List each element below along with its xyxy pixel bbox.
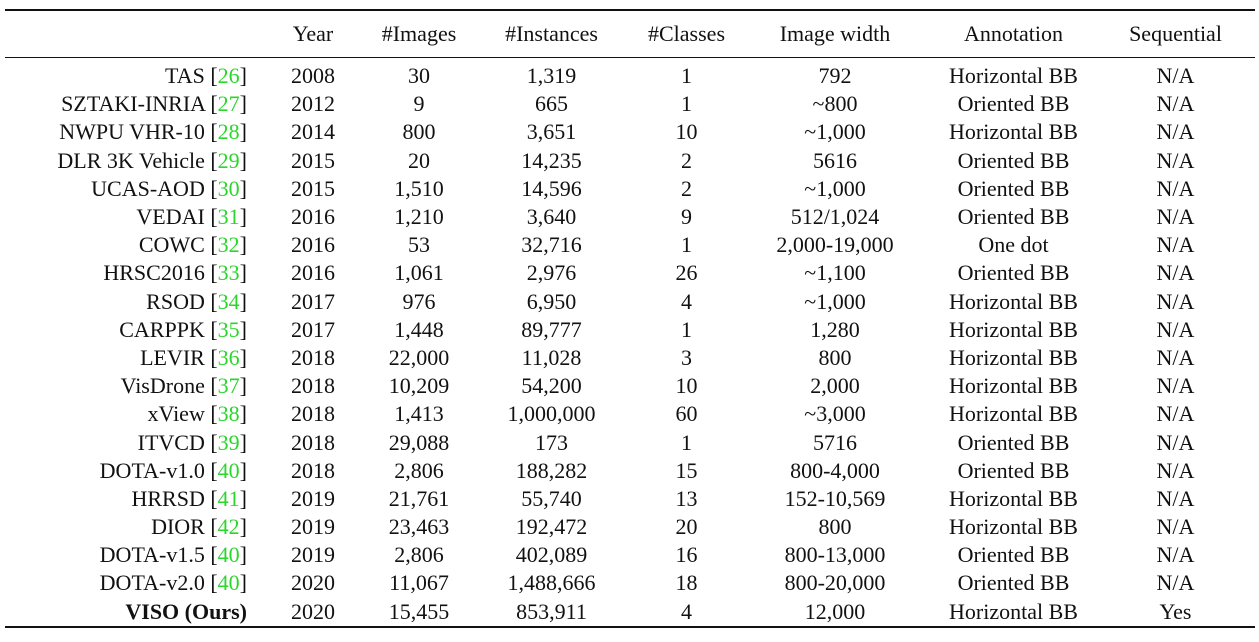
cell-instances: 665 xyxy=(535,91,568,117)
table-row xyxy=(5,569,1255,597)
table-row xyxy=(5,288,1255,316)
citation-link[interactable]: 36 xyxy=(217,344,240,370)
citation-link[interactable]: 39 xyxy=(217,429,240,455)
table-row xyxy=(5,457,1255,485)
cell-annotation: Oriented BB xyxy=(957,542,1070,568)
cell-images: 21,761 xyxy=(388,485,450,511)
cell-classes: 4 xyxy=(681,288,692,314)
cell-year: 2019 xyxy=(291,542,335,568)
cell-year: 2018 xyxy=(291,373,335,399)
dataset-name: CARPPK xyxy=(119,316,205,342)
cell-width: ~1,000 xyxy=(804,175,866,201)
cell-images: 11,067 xyxy=(389,570,449,596)
dataset-name: HRSC2016 xyxy=(103,260,205,286)
cell-year: 2016 xyxy=(291,204,335,230)
dataset-name: TAS xyxy=(165,63,205,89)
cell-sequential: N/A xyxy=(1156,63,1195,89)
citation-link[interactable]: 27 xyxy=(217,91,240,117)
cell-instances: 2,976 xyxy=(526,260,577,286)
cell-year: 2016 xyxy=(291,260,335,286)
cell-year: 2008 xyxy=(291,63,335,89)
table-row xyxy=(5,316,1255,344)
cell-classes: 1 xyxy=(681,429,692,455)
header-image-width: Image width xyxy=(779,21,891,46)
cell-annotation: Horizontal BB xyxy=(949,401,1078,427)
cell-classes: 2 xyxy=(681,175,692,201)
table-row xyxy=(5,344,1255,372)
cell-annotation: Horizontal BB xyxy=(949,373,1078,399)
cell-instances: 89,777 xyxy=(521,316,582,342)
cell-annotation: Oriented BB xyxy=(957,570,1070,596)
cell-sequential: N/A xyxy=(1156,232,1195,258)
dataset-name: UCAS-AOD xyxy=(91,175,205,201)
table-row xyxy=(5,598,1255,627)
cell-annotation: Horizontal BB xyxy=(949,119,1078,145)
dataset-name-cell: HRRSD [41] xyxy=(131,485,247,511)
cell-annotation: Oriented BB xyxy=(957,204,1070,230)
cell-width: 800-4,000 xyxy=(790,457,880,483)
cell-year: 2019 xyxy=(291,485,335,511)
cell-images: 1,210 xyxy=(394,204,444,230)
cell-classes: 13 xyxy=(675,485,698,511)
cell-annotation: Oriented BB xyxy=(957,260,1070,286)
cell-annotation: Horizontal BB xyxy=(949,63,1078,89)
cell-width: 1,280 xyxy=(810,316,860,342)
cell-year: 2019 xyxy=(291,514,335,540)
cell-width: 792 xyxy=(818,63,852,89)
cell-images: 2,806 xyxy=(394,457,444,483)
cell-width: 800-20,000 xyxy=(784,570,886,596)
cell-sequential: N/A xyxy=(1156,485,1195,511)
cell-classes: 10 xyxy=(675,373,698,399)
header-dataset xyxy=(5,10,257,58)
citation-link[interactable]: 40 xyxy=(217,570,240,596)
citation-link[interactable]: 33 xyxy=(217,260,240,286)
cell-classes: 3 xyxy=(681,344,692,370)
cell-width: 152-10,569 xyxy=(784,485,886,511)
cell-instances: 192,472 xyxy=(515,514,588,540)
dataset-name-cell: COWC [32] xyxy=(138,232,247,258)
dataset-name: VisDrone xyxy=(120,373,205,399)
header-year: Year xyxy=(292,21,334,46)
cell-images: 1,448 xyxy=(394,316,444,342)
dataset-name-cell: CARPPK [35] xyxy=(119,316,247,342)
citation-link[interactable]: 26 xyxy=(217,63,240,89)
cell-annotation: Oriented BB xyxy=(957,91,1070,117)
cell-classes: 1 xyxy=(681,91,692,117)
dataset-name-cell: DLR 3K Vehicle [29] xyxy=(57,147,247,173)
cell-instances: 402,089 xyxy=(515,542,588,568)
dataset-name-cell: UCAS-AOD [30] xyxy=(91,175,247,201)
citation-link[interactable]: 42 xyxy=(217,514,240,540)
cell-width: 2,000 xyxy=(810,373,860,399)
cell-sequential: N/A xyxy=(1156,570,1195,596)
table-row xyxy=(5,203,1255,231)
table-row xyxy=(5,147,1255,175)
cell-instances: 14,596 xyxy=(521,175,582,201)
cell-year: 2017 xyxy=(291,316,335,342)
citation-link[interactable]: 34 xyxy=(217,288,240,314)
cell-width: ~3,000 xyxy=(804,401,866,427)
dataset-name: VISO (Ours) xyxy=(125,598,247,624)
cell-width: 12,000 xyxy=(804,598,866,624)
citation-link[interactable]: 29 xyxy=(217,147,240,173)
cell-instances: 173 xyxy=(535,429,568,455)
citation-link[interactable]: 40 xyxy=(217,457,240,483)
cell-width: ~800 xyxy=(812,91,858,117)
header-images: #Images xyxy=(381,21,457,46)
dataset-comparison-table-wrapper xyxy=(5,9,1255,628)
dataset-name: DOTA-v1.5 xyxy=(99,542,205,568)
cell-annotation: One dot xyxy=(978,232,1049,258)
cell-sequential: N/A xyxy=(1156,204,1195,230)
cell-instances: 3,640 xyxy=(526,204,577,230)
cell-classes: 10 xyxy=(675,119,698,145)
cell-sequential: N/A xyxy=(1156,260,1195,286)
table-row xyxy=(5,513,1255,541)
citation-link[interactable]: 38 xyxy=(217,401,240,427)
cell-year: 2020 xyxy=(291,570,335,596)
cell-width: 800 xyxy=(818,514,852,540)
cell-classes: 1 xyxy=(681,232,692,258)
cell-instances: 1,488,666 xyxy=(507,570,596,596)
table-row xyxy=(5,259,1255,287)
cell-sequential: N/A xyxy=(1156,429,1195,455)
cell-sequential: N/A xyxy=(1156,542,1195,568)
dataset-name-cell: xView [38] xyxy=(147,401,247,427)
cell-year: 2018 xyxy=(291,401,335,427)
cell-instances: 1,319 xyxy=(526,63,577,89)
cell-images: 10,209 xyxy=(388,373,450,399)
cell-year: 2018 xyxy=(291,429,335,455)
cell-sequential: N/A xyxy=(1156,514,1195,540)
cell-instances: 55,740 xyxy=(521,485,582,511)
table-row xyxy=(5,428,1255,456)
dataset-name: HRRSD xyxy=(131,485,205,511)
citation-link[interactable]: 28 xyxy=(217,119,240,145)
dataset-name-cell: DOTA-v1.5 [40] xyxy=(99,542,247,568)
cell-instances: 3,651 xyxy=(526,119,577,145)
cell-classes: 15 xyxy=(675,457,698,483)
cell-sequential: N/A xyxy=(1156,175,1195,201)
cell-classes: 4 xyxy=(681,598,692,624)
header-classes: #Classes xyxy=(648,21,725,46)
cell-images: 976 xyxy=(402,288,436,314)
cell-instances: 11,028 xyxy=(521,344,582,370)
dataset-comparison-table xyxy=(5,9,1255,628)
cell-width: 800-13,000 xyxy=(784,542,886,568)
dataset-name-cell: ITVCD [39] xyxy=(137,429,247,455)
header-annotation: Annotation xyxy=(964,21,1063,46)
cell-year: 2016 xyxy=(291,232,335,258)
dataset-name-cell: RSOD [34] xyxy=(146,288,247,314)
cell-width: ~1,000 xyxy=(804,288,866,314)
cell-images: 1,061 xyxy=(394,260,444,286)
cell-width: ~1,000 xyxy=(804,119,866,145)
cell-images: 9 xyxy=(413,91,425,117)
dataset-name-cell: DOTA-v2.0 [40] xyxy=(99,570,247,596)
cell-sequential: N/A xyxy=(1156,147,1195,173)
cell-sequential: N/A xyxy=(1156,373,1195,399)
citation-link[interactable]: 40 xyxy=(217,542,240,568)
cell-sequential: Yes xyxy=(1159,598,1192,624)
cell-sequential: N/A xyxy=(1156,119,1195,145)
cell-year: 2017 xyxy=(291,288,335,314)
dataset-name-cell: NWPU VHR-10 [28] xyxy=(59,119,247,145)
table-row xyxy=(5,372,1255,400)
cell-width: 5616 xyxy=(813,147,857,173)
cell-classes: 1 xyxy=(681,63,692,89)
citation-link[interactable]: 31 xyxy=(217,204,240,230)
dataset-name: ITVCD xyxy=(137,429,205,455)
cell-year: 2012 xyxy=(291,91,335,117)
dataset-name-cell: TAS [26] xyxy=(165,63,247,89)
cell-sequential: N/A xyxy=(1156,91,1195,117)
cell-images: 30 xyxy=(408,63,430,89)
cell-instances: 14,235 xyxy=(521,147,582,173)
cell-annotation: Oriented BB xyxy=(957,429,1070,455)
dataset-name: DIOR xyxy=(151,514,205,540)
table-row xyxy=(5,58,1255,91)
header-sequential: Sequential xyxy=(1129,21,1222,46)
cell-classes: 2 xyxy=(681,147,692,173)
table-row xyxy=(5,118,1255,146)
dataset-name-cell: DOTA-v1.0 [40] xyxy=(99,457,247,483)
cell-width: 512/1,024 xyxy=(790,204,880,230)
table-body xyxy=(5,58,1255,627)
cell-annotation: Horizontal BB xyxy=(949,288,1078,314)
dataset-name: xView xyxy=(147,401,205,427)
dataset-name-cell: HRSC2016 [33] xyxy=(103,260,247,286)
cell-instances: 853,911 xyxy=(516,598,587,624)
dataset-name: NWPU VHR-10 xyxy=(59,119,205,145)
cell-sequential: N/A xyxy=(1156,401,1195,427)
cell-images: 2,806 xyxy=(394,542,444,568)
dataset-name-cell xyxy=(5,598,257,627)
cell-year: 2015 xyxy=(291,147,335,173)
citation-link[interactable]: 37 xyxy=(217,373,240,399)
table-row xyxy=(5,541,1255,569)
cell-instances: 6,950 xyxy=(526,288,577,314)
cell-annotation: Horizontal BB xyxy=(949,344,1078,370)
cell-annotation: Horizontal BB xyxy=(949,485,1078,511)
dataset-name-cell: SZTAKI-INRIA [27] xyxy=(61,91,247,117)
citation-link[interactable]: 35 xyxy=(217,316,240,342)
citation-link[interactable]: 30 xyxy=(217,175,240,201)
cell-classes: 60 xyxy=(675,401,698,427)
dataset-name-cell: VEDAI [31] xyxy=(136,204,247,230)
dataset-name: VEDAI xyxy=(136,204,205,230)
cell-annotation: Horizontal BB xyxy=(949,514,1078,540)
cell-year: 2018 xyxy=(291,344,335,370)
cell-images: 15,455 xyxy=(388,598,450,624)
cell-classes: 1 xyxy=(681,316,692,342)
header-instances: #Instances xyxy=(505,21,598,46)
table-row xyxy=(5,175,1255,203)
cell-images: 23,463 xyxy=(388,514,450,540)
dataset-name: SZTAKI-INRIA xyxy=(61,91,205,117)
cell-instances: 54,200 xyxy=(521,373,582,399)
cell-classes: 16 xyxy=(675,542,698,568)
cell-width: ~1,100 xyxy=(804,260,866,286)
cell-images: 1,413 xyxy=(394,401,444,427)
cell-images: 22,000 xyxy=(388,344,450,370)
dataset-name: DLR 3K Vehicle xyxy=(57,147,205,173)
table-row xyxy=(5,400,1255,428)
cell-classes: 26 xyxy=(675,260,698,286)
dataset-name: RSOD xyxy=(146,288,205,314)
cell-sequential: N/A xyxy=(1156,316,1195,342)
cell-images: 800 xyxy=(402,119,436,145)
cell-classes: 18 xyxy=(675,570,698,596)
cell-annotation: Horizontal BB xyxy=(949,598,1078,624)
citation-link[interactable]: 32 xyxy=(217,232,240,258)
dataset-name: DOTA-v1.0 xyxy=(99,457,205,483)
table-row xyxy=(5,231,1255,259)
dataset-name: COWC xyxy=(138,232,205,258)
dataset-name: LEVIR xyxy=(140,344,205,370)
dataset-name-cell: DIOR [42] xyxy=(151,514,247,540)
cell-width: 800 xyxy=(818,344,852,370)
cell-instances: 188,282 xyxy=(515,457,588,483)
cell-classes: 9 xyxy=(681,204,692,230)
cell-instances: 1,000,000 xyxy=(507,401,596,427)
cell-sequential: N/A xyxy=(1156,288,1195,314)
cell-annotation: Oriented BB xyxy=(957,457,1070,483)
cell-year: 2018 xyxy=(291,457,335,483)
cell-year: 2015 xyxy=(291,175,335,201)
cell-classes: 20 xyxy=(675,514,698,540)
cell-annotation: Horizontal BB xyxy=(949,316,1078,342)
cell-sequential: N/A xyxy=(1156,344,1195,370)
cell-images: 29,088 xyxy=(388,429,450,455)
cell-annotation: Oriented BB xyxy=(957,147,1070,173)
cell-instances: 32,716 xyxy=(521,232,582,258)
cell-width: 5716 xyxy=(813,429,857,455)
cell-images: 53 xyxy=(408,232,430,258)
header-row xyxy=(5,10,1255,58)
cell-width: 2,000-19,000 xyxy=(776,232,894,258)
cell-sequential: N/A xyxy=(1156,457,1195,483)
table-row xyxy=(5,485,1255,513)
cell-images: 20 xyxy=(408,147,430,173)
dataset-name-cell: LEVIR [36] xyxy=(140,344,247,370)
cell-images: 1,510 xyxy=(394,175,444,201)
cell-year: 2014 xyxy=(291,119,335,145)
citation-link[interactable]: 41 xyxy=(217,485,240,511)
dataset-name: DOTA-v2.0 xyxy=(99,570,205,596)
cell-annotation: Oriented BB xyxy=(957,175,1070,201)
dataset-name-cell: VisDrone [37] xyxy=(120,373,247,399)
cell-year: 2020 xyxy=(291,598,335,624)
table-row xyxy=(5,90,1255,118)
